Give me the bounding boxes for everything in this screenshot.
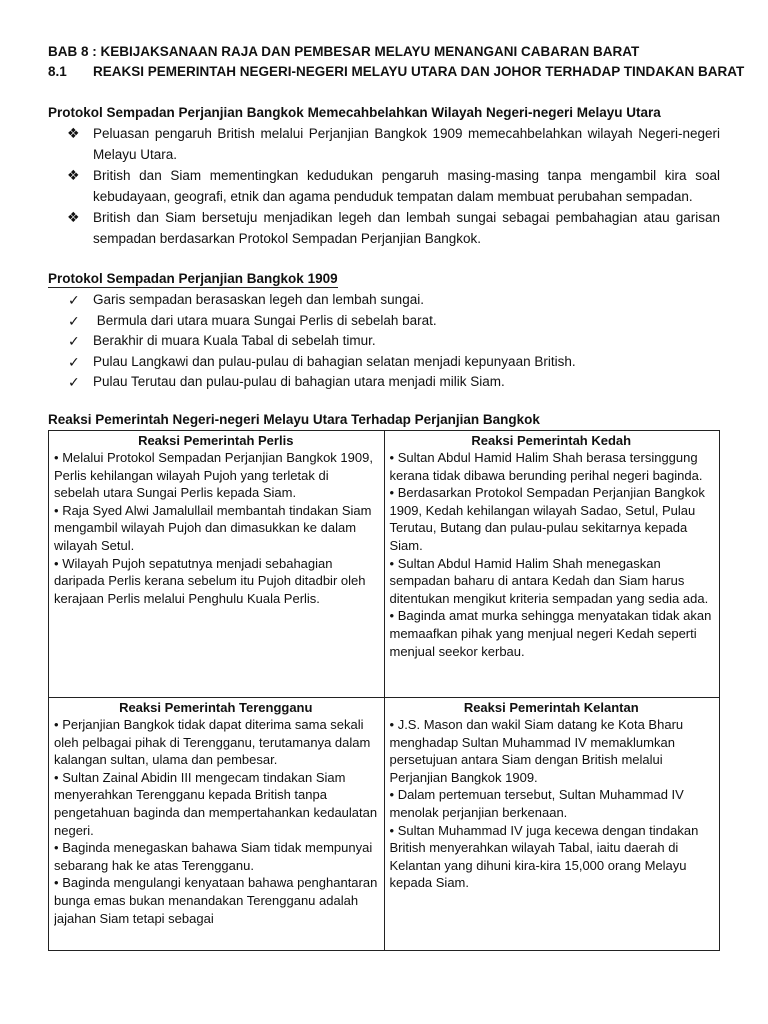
list-item: ✓ Garis sempadan berasaskan legeh dan lembah sungai. <box>48 290 720 311</box>
bullet-icon: • <box>54 450 59 466</box>
diamond-bullet-icon: ❖ <box>67 167 80 183</box>
diamond-bullet-icon: ❖ <box>67 125 80 141</box>
checkmark-icon: ✓ <box>68 333 80 349</box>
bullet-icon: • <box>54 769 59 785</box>
bullet-icon: • <box>389 608 395 624</box>
section-title-protocol-1909: Protokol Sempadan Perjanjian Bangkok 1909 <box>48 271 338 286</box>
table-cell-terengganu: Reaksi Pemerintah Terengganu • Perjanjian Bangkok tidak dapat diterima sama sekali oleh pelbagai pihak di Terengganu, terutamanya dalam kalangan sultan, ulama dan pembesar. • Sultan Zainal Abidin III mengecam tindakan Siam menyerahkan Terengganu kepada British tanpa pengetahuan baginda dan mempertahankan kedaulatan negeri. • Baginda menegaskan bahawa Siam tidak mempunyai sebarang hak ke atas Terengganu. • Baginda mengulangi kenyataan bahawa penghantaran bunga emas bukan menandakan Terengganu adalah jajahan Siam tetapi sebagai <box>49 697 385 950</box>
checkmark-icon: ✓ <box>68 374 80 390</box>
bullet-icon: • <box>389 485 395 501</box>
list-item: ✓ Berakhir di muara Kuala Tabal di sebelah timur. <box>48 331 720 352</box>
chapter-title: BAB 8 : KEBIJAKSANAAN RAJA DAN PEMBESAR MELAYU MENANGANI CABARAN BARAT <box>48 44 640 59</box>
section-title-protocol-divide: Protokol Sempadan Perjanjian Bangkok Memecahbelahkan Wilayah Negeri-negeri Melayu Utara <box>48 105 661 120</box>
bullet-icon: • <box>54 840 59 856</box>
checkmark-icon: ✓ <box>68 292 80 308</box>
reaction-table <box>48 430 720 951</box>
list-item: ❖ Peluasan pengaruh British melalui Perjanjian Bangkok 1909 memecahbelahkan wilayah Negeri-negeri Melayu Utara. <box>67 125 720 162</box>
cell-heading: Reaksi Pemerintah Kedah <box>471 432 632 448</box>
subchapter-number: 8.1 <box>48 64 67 79</box>
bullet-icon: • <box>389 555 395 571</box>
list-item: ✓ Pulau Langkawi dan pulau-pulau di bahagian selatan menjadi kepunyaan British. <box>48 352 720 373</box>
bullet-icon: • <box>389 787 395 803</box>
checkmark-icon: ✓ <box>68 312 80 329</box>
subchapter-heading <box>48 62 745 82</box>
document-page <box>48 42 745 951</box>
bullet-icon: • <box>389 450 395 466</box>
table-cell-kedah: Reaksi Pemerintah Kedah • Sultan Abdul Hamid Halim Shah berasa tersinggung kerana tidak dibawa berunding perihal negeri baginda. • Berdasarkan Protokol Sempadan Perjanjian Bangkok 1909, Kedah kehilangan wilayah Sadao, Setul, Pulau Terutau, Butang dan pulau-pulau sekitarnya kepada Siam. • Sultan Abdul Hamid Halim Shah menegaskan sempadan baharu di antara Kedah dan Siam harus ditentukan mengikut kriteria sempadan yang sedia ada. • Baginda amat murka sehingga menyatakan tidak akan memaafkan pihak yang menjual negeri Kedah seperti menjual seekor kerbau. <box>384 430 720 697</box>
subchapter-title: REAKSI PEMERINTAH NEGERI-NEGERI MELAYU UTARA DAN JOHOR TERHADAP TINDAKAN BARAT <box>93 64 745 79</box>
table-cell-kelantan: Reaksi Pemerintah Kelantan • J.S. Mason dan wakil Siam datang ke Kota Bharu menghadap Sultan Muhammad IV memaklumkan persetujuan antara Siam dengan British melalui Perjanjian Bangkok 1909. • Dalam pertemuan tersebut, Sultan Muhammad IV menolak perjanjian berkenaan. • Sultan Muhammad IV juga kecewa dengan tindakan British menyerahkan wilayah Tabal, iaitu daerah di Kelantan yang dihuni kira-kira 15,000 orang Melayu kepada Siam. <box>384 697 720 950</box>
diamond-bullet-icon: ❖ <box>67 209 80 225</box>
list-item: ❖ British dan Siam bersetuju menjadikan legeh dan lembah sungai sebagai pembahagian atau garisan sempadan berdasarkan Protokol Sempadan Perjanjian Bangkok. <box>67 209 720 246</box>
cell-heading: Reaksi Pemerintah Terengganu <box>119 699 313 715</box>
list-item: ✓ Pulau Terutau dan pulau-pulau di bahagian utara menjadi milik Siam. <box>48 372 720 393</box>
bullet-icon: • <box>54 875 59 891</box>
bullet-icon: • <box>54 502 59 518</box>
cell-heading: Reaksi Pemerintah Kelantan <box>463 699 639 715</box>
table-cell-perlis: Reaksi Pemerintah Perlis • Melalui Protokol Sempadan Perjanjian Bangkok 1909, Perlis kehilangan wilayah Pujoh yang terletak di sebelah utara Sungai Perlis kepada Siam. • Raja Syed Alwi Jamalullail membantah tindakan Siam mengambil wilayah Pujoh dan dimasukkan ke dalam wilayah Setul. • Wilayah Pujoh sepatutnya menjadi sebahagian daripada Perlis kerana sebelum itu Pujoh ditadbir oleh kerajaan Perlis melalui Penghulu Kuala Perlis. <box>49 430 385 697</box>
list-item: ❖ British dan Siam mementingkan kedudukan pengaruh masing-masing tanpa mengambil kira soal kebudayaan, geografi, etnik dan agama penduduk tempatan dalam membuat perubahan sempadan. <box>67 167 720 204</box>
table-row <box>49 430 720 697</box>
table-title: Reaksi Pemerintah Negeri-negeri Melayu Utara Terhadap Perjanjian Bangkok <box>48 411 540 427</box>
table-row <box>49 697 720 950</box>
bullet-icon: • <box>54 555 59 571</box>
bullet-icon: • <box>389 822 395 838</box>
protocol-divide-list <box>48 123 720 249</box>
list-item: ✓ Bermula dari utara muara Sungai Perlis di sebelah barat. <box>48 311 720 332</box>
bullet-icon: • <box>389 717 395 733</box>
protocol-1909-list <box>48 290 720 393</box>
checkmark-icon: ✓ <box>68 353 80 370</box>
cell-heading: Reaksi Pemerintah Perlis <box>138 432 294 448</box>
bullet-icon: • <box>54 717 59 733</box>
